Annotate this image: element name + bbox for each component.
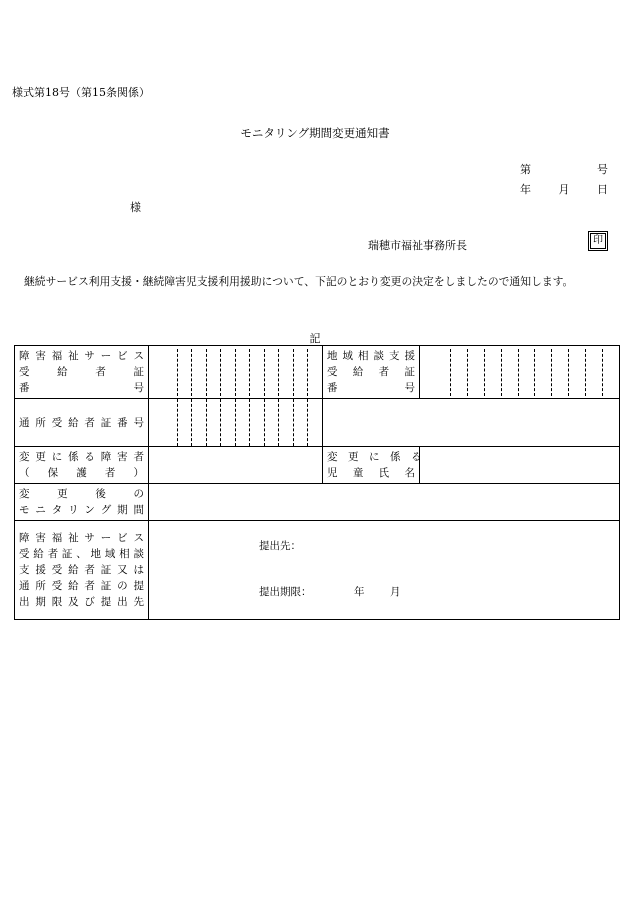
- table-row: [15, 399, 620, 447]
- deadline-year: 年: [354, 586, 365, 598]
- child-name-field[interactable]: [420, 447, 620, 484]
- label-child-name: 変 更 に 係 る 児 童 氏 名: [323, 447, 420, 484]
- label-submission-info: 障 害 福 祉 サ ー ビ ス 受給者証、地域相談 支 援 受 給 者 証 又 は 通 所 受 給 者 証 の 提 出 期 限 及 び 提 出 先: [15, 521, 149, 620]
- deadline-month: 月: [390, 586, 401, 598]
- label-community-cert-number: 地 域 相 談 支 援 受 給 者 証 番 号: [323, 346, 420, 399]
- ref-dai: 第: [520, 163, 531, 176]
- service-cert-number-boxes[interactable]: [149, 346, 323, 399]
- date-year: 年: [520, 183, 531, 196]
- addressee-suffix: 様: [130, 201, 141, 214]
- submission-info-field[interactable]: [149, 521, 620, 620]
- label-day-service-cert-number: 通所受給者証番号: [15, 399, 149, 447]
- date-day: 日: [597, 183, 608, 196]
- ki-heading: 記: [309, 332, 321, 345]
- date-month: 月: [558, 183, 570, 196]
- submission-destination-label: 提出先：: [259, 540, 301, 552]
- seal-stamp: 印: [590, 233, 606, 249]
- community-cert-number-boxes[interactable]: [420, 346, 620, 399]
- day-service-cert-number-boxes[interactable]: [149, 399, 323, 447]
- label-person-concerned: 変 更 に 係 る 障 害 者 （ 保 護 者 ）: [15, 447, 149, 484]
- table-row: [15, 521, 620, 620]
- issuer-name: 瑞穂市福祉事務所長: [368, 239, 467, 252]
- issue-date: [520, 181, 608, 197]
- table-row: [15, 447, 620, 484]
- notice-table: [14, 345, 620, 620]
- label-service-cert-number: 障 害 福 祉 サ ー ビ ス 受 給 者 証 番 号: [15, 346, 149, 399]
- new-monitoring-period-field[interactable]: [149, 484, 620, 521]
- form-number: 様式第18号（第15条関係）: [12, 86, 150, 99]
- reference-number: [520, 161, 608, 177]
- notice-body: 継続サービス利用支援・継続障害児支援利用援助について、下記のとおり変更の決定をしましたので通知します。: [24, 275, 574, 288]
- table-row: [15, 346, 620, 399]
- submission-deadline-label: 提出期限：: [259, 586, 312, 598]
- blank-cell: [323, 399, 620, 447]
- ref-go: 号: [597, 163, 608, 176]
- label-new-monitoring-period: 変 更 後 の モ ニ タ リ ン グ 期 間: [15, 484, 149, 521]
- document-title: モニタリング期間変更通知書: [240, 126, 390, 140]
- table-row: [15, 484, 620, 521]
- person-concerned-field[interactable]: [149, 447, 323, 484]
